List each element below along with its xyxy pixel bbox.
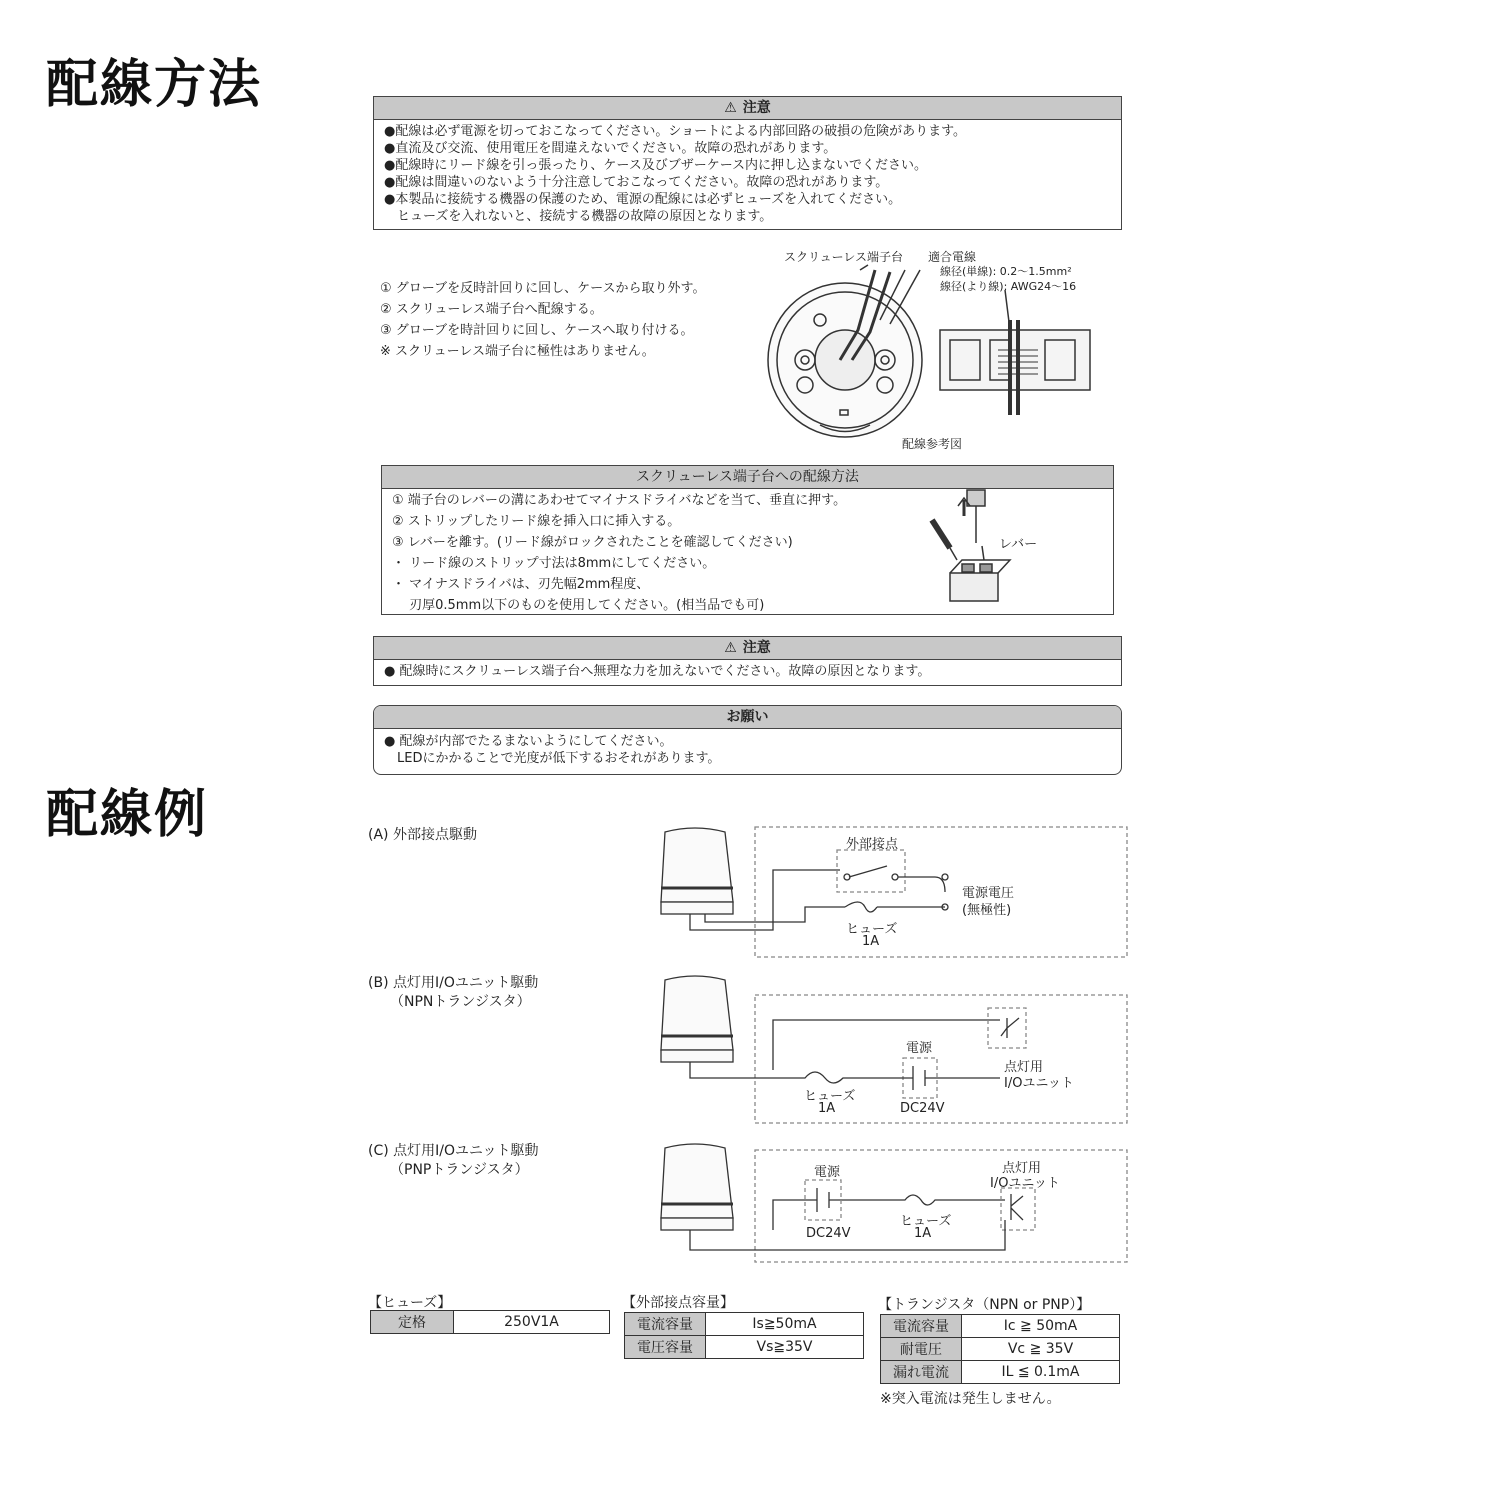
screwless-line: ・ マイナスドライバは、刃先幅2mm程度、 [392, 577, 650, 592]
caution-line: ● 配線時にスクリューレス端子台へ無理な力を加えないでください。故障の原因となります。 [384, 664, 931, 679]
caution-body-2 [374, 660, 1121, 683]
caution-line: ●配線時にリード線を引っ張ったり、ケース及びブザーケース内に押し込まないでください。 [384, 158, 928, 173]
caution-line: ●配線は間違いのないよう十分注意しておこなってください。故障の恐れがあります。 [384, 175, 889, 190]
lever-label: レバー [999, 537, 1038, 552]
supply-voltage-label: 電源電圧 [962, 886, 1015, 901]
section-title-wiring-method: 配線方法 [46, 55, 263, 115]
wire-spec-stranded: 線径(より線): AWG24～16 [940, 280, 1077, 293]
step-item: ② スクリューレス端子台へ配線する。 [380, 302, 603, 317]
spec-key: 電流容量 [625, 1313, 706, 1336]
fuse-spec-table [370, 1310, 610, 1334]
request-line: ● 配線が内部でたるまないようにしてください。 [384, 734, 673, 749]
contact-spec-table [624, 1312, 864, 1359]
caution-line: ●直流及び交流、使用電圧を間違えないでください。故障の恐れがあります。 [384, 141, 837, 156]
spec-value: 250V1A [454, 1311, 610, 1334]
example-b-diagram [655, 970, 1135, 1128]
figure-caption: 配線参考図 [902, 437, 963, 451]
table-row [371, 1311, 610, 1334]
example-c-title: (C) 点灯用I/Oユニット駆動 [368, 1143, 539, 1159]
spec-value: IL ≦ 0.1mA [962, 1361, 1120, 1384]
example-c-subtitle: （PNPトランジスタ） [390, 1162, 529, 1178]
table-row [625, 1313, 864, 1336]
fuse-rating-label: 1A [818, 1101, 836, 1116]
warning-icon: ⚠ [724, 640, 737, 656]
caution-body [374, 120, 1121, 228]
io-label-1: 点灯用 [1002, 1161, 1042, 1176]
fuse-label: ヒューズ [804, 1089, 856, 1104]
screwless-line: ③ レバーを離す。(リード線がロックされたことを確認してください) [392, 535, 793, 550]
table-row [881, 1361, 1120, 1384]
step-item: ※ スクリューレス端子台に極性はありません。 [380, 344, 655, 359]
spec-value: Vs≧35V [706, 1336, 864, 1359]
screwless-header: スクリューレス端子台への配線方法 [382, 466, 1113, 489]
transistor-spec-title: 【トランジスタ（NPN or PNP）】 [878, 1297, 1091, 1313]
caution-line: ●本製品に接続する機器の保護のため、電源の配線には必ずヒューズを入れてください。 [384, 192, 902, 207]
caution-box [373, 96, 1122, 230]
screwless-line: ・ リード線のストリップ寸法は8mmにしてください。 [392, 556, 716, 571]
example-b-subtitle: （NPNトランジスタ） [390, 994, 531, 1010]
request-header: お願い [374, 706, 1121, 729]
fuse-label: ヒューズ [900, 1214, 952, 1229]
screwless-line: ① 端子台のレバーの溝にあわせてマイナスドライバなどを当て、垂直に押す。 [392, 493, 847, 508]
request-line: LEDにかかることで光度が低下するおそれがあります。 [384, 751, 721, 766]
spec-value: Ic ≧ 50mA [962, 1315, 1120, 1338]
wire-spec-title: 適合電線 [928, 250, 977, 264]
fuse-rating-label: 1A [862, 934, 880, 949]
spec-key: 耐電圧 [881, 1338, 962, 1361]
dc-voltage-label: DC24V [806, 1226, 851, 1241]
non-polar-label: (無極性) [962, 903, 1012, 918]
wiring-reference-figure [760, 260, 1120, 450]
request-box [373, 705, 1122, 775]
wire-spec-single: 線径(単線): 0.2～1.5mm² [940, 265, 1072, 278]
caution-line: ●配線は必ず電源を切っておこなってください。ショートによる内部回路の破損の危険があります。 [384, 124, 967, 139]
section-title-wiring-examples: 配線例 [46, 785, 209, 845]
spec-key: 電圧容量 [625, 1336, 706, 1359]
terminal-label: スクリューレス端子台 [784, 250, 904, 264]
fuse-spec-title: 【ヒューズ】 [368, 1295, 452, 1311]
dc-voltage-label: DC24V [900, 1101, 945, 1116]
table-row [881, 1315, 1120, 1338]
spec-key: 定格 [371, 1311, 454, 1334]
example-c-diagram [655, 1138, 1135, 1268]
spec-value: Is≧50mA [706, 1313, 864, 1336]
io-label-2: I/Oユニット [990, 1176, 1060, 1191]
example-b-title: (B) 点灯用I/Oユニット駆動 [368, 975, 539, 991]
warning-icon: ⚠ [724, 100, 737, 116]
step-item: ③ グローブを時計回りに回し、ケースへ取り付ける。 [380, 323, 694, 338]
example-a-title: (A) 外部接点駆動 [368, 827, 477, 843]
screwless-line: 刃厚0.5mm以下のものを使用してください。(相当品でも可) [392, 598, 765, 613]
caution-header: ⚠ 注意 [374, 97, 1121, 120]
caution-line: ヒューズを入れないと、接続する機器の故障の原因となります。 [384, 209, 773, 224]
table-row [625, 1336, 864, 1359]
transistor-spec-table [880, 1314, 1120, 1384]
caution-header-2: ⚠ 注意 [374, 637, 1121, 660]
power-label: 電源 [814, 1165, 841, 1180]
power-label: 電源 [906, 1041, 933, 1056]
fuse-rating-label: 1A [914, 1226, 932, 1241]
request-body [374, 729, 1121, 770]
io-label-1: 点灯用 [1004, 1060, 1044, 1075]
spec-key: 漏れ電流 [881, 1361, 962, 1384]
contact-label: 外部接点 [846, 837, 899, 852]
step-item: ① グローブを反時計回りに回し、ケースから取り外す。 [380, 281, 706, 296]
fuse-label: ヒューズ [846, 922, 898, 937]
io-label-2: I/Oユニット [1004, 1076, 1074, 1091]
spec-value: Vc ≧ 35V [962, 1338, 1120, 1361]
table-row [881, 1338, 1120, 1361]
caution-box-2 [373, 636, 1122, 686]
contact-spec-title: 【外部接点容量】 [622, 1295, 734, 1311]
screwless-method-box [381, 465, 1114, 615]
transistor-note: ※突入電流は発生しません。 [880, 1391, 1061, 1407]
screwless-line: ② ストリップしたリード線を挿入口に挿入する。 [392, 514, 681, 529]
spec-key: 電流容量 [881, 1315, 962, 1338]
